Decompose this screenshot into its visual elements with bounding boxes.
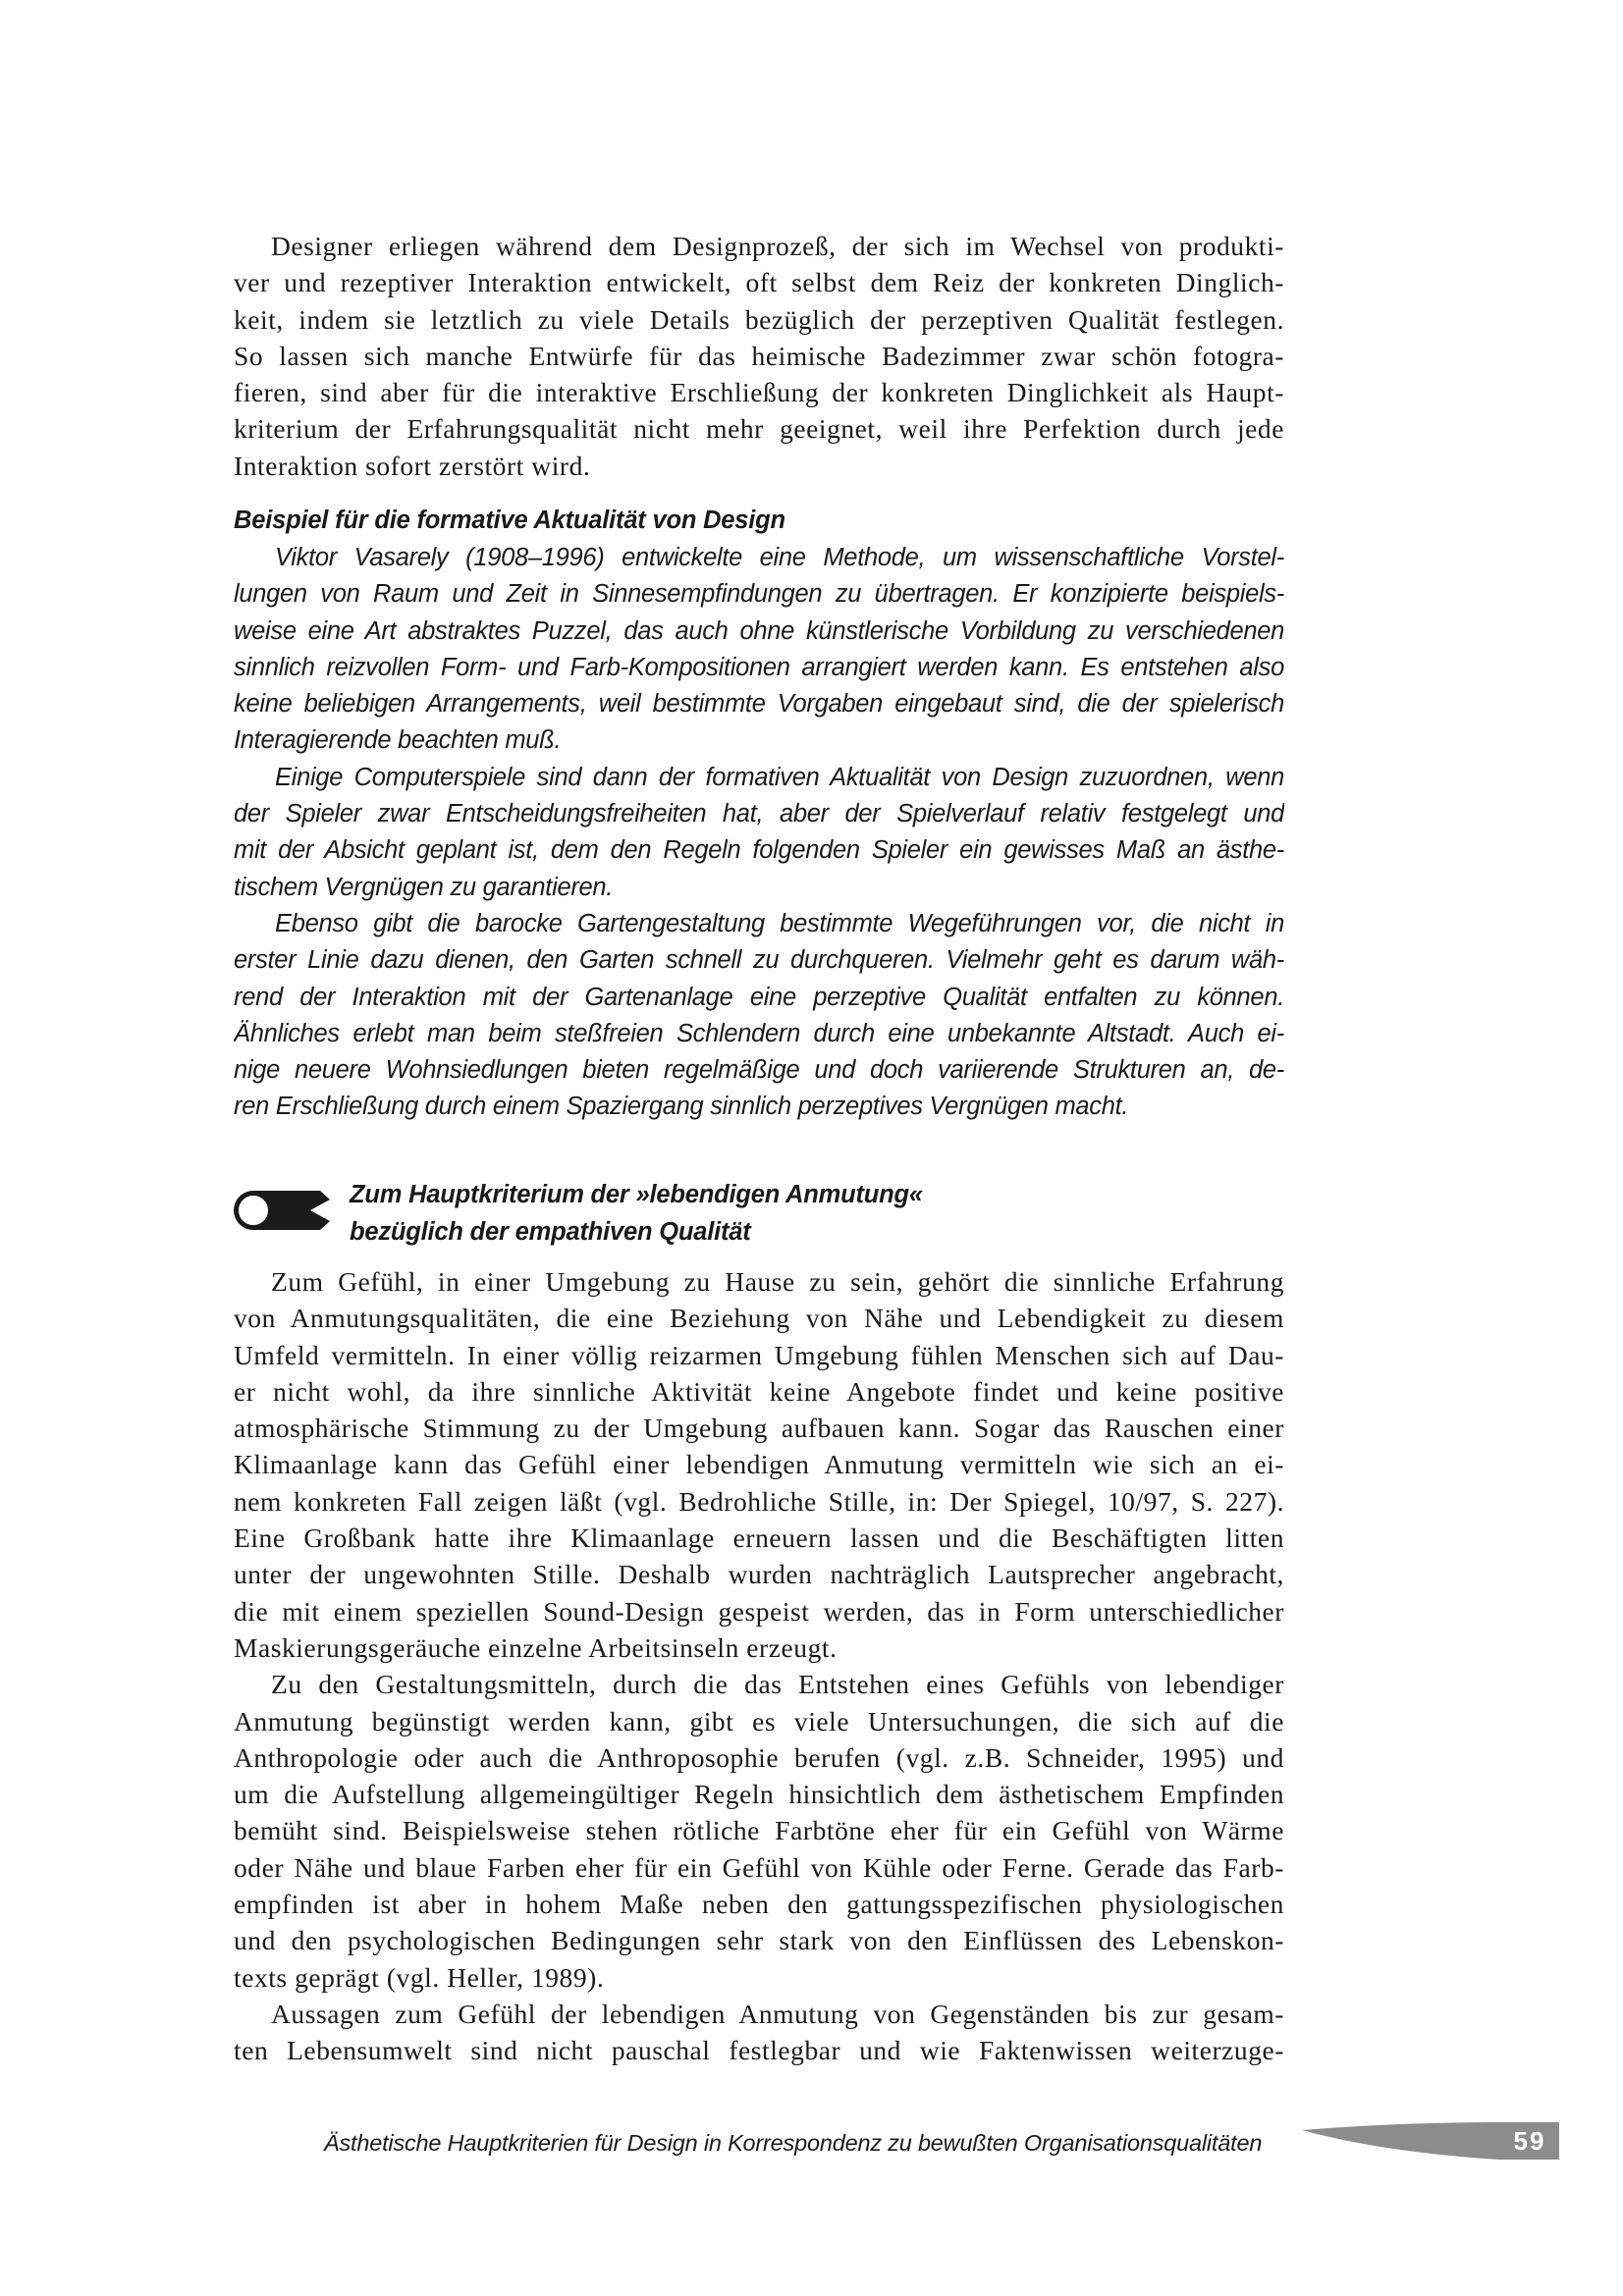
text-line: rend der Interaktion mit der Gartenanlage eine perzeptive Qualität entfalten zu können.	[234, 983, 1284, 1011]
body-paragraph	[234, 1666, 1284, 1996]
text-line: Aussagen zum Gefühl der lebendigen Anmutung von Gegenständen bis zur gesam-	[271, 1998, 1284, 2029]
text-line: atmosphärische Stimmung zu der Umgebung aufbauen kann. Sogar das Rauschen einer	[234, 1413, 1284, 1444]
text-line: Ähnliches erlebt man beim steßfreien Schlendern durch eine unbekannte Altstadt. Auch ei-	[234, 1019, 1284, 1047]
example-paragraph	[234, 906, 1284, 1126]
page-number: 59	[1513, 2126, 1546, 2156]
text-line: von Anmutungsqualitäten, die eine Beziehung von Nähe und Lebendigkeit zu diesem	[234, 1303, 1284, 1334]
text-line: er nicht wohl, da ihre sinnliche Aktivität keine Angebote findet und keine positive	[234, 1375, 1284, 1407]
text-line: Ebenso gibt die barocke Gartengestaltung bestimmte Wegeführungen vor, die nicht in	[275, 909, 1284, 937]
text-line: nige neuere Wohnsiedlungen bieten regelmäßige und doch variierende Strukturen an, de-	[234, 1056, 1284, 1085]
text-line: So lassen sich manche Entwürfe für das heimische Badezimmer zwar schön fotogra-	[234, 340, 1284, 371]
text-line: kriterium der Erfahrungsqualität nicht mehr geeignet, weil ihre Perfektion durch jede	[234, 413, 1284, 445]
text-line: Zum Gefühl, in einer Umgebung zu Hause zu sein, gehört die sinnliche Erfahrung	[271, 1266, 1284, 1297]
section-heading-line: bezüglich der empathiven Qualität	[350, 1218, 751, 1246]
section-heading	[350, 1176, 923, 1251]
body-paragraph	[234, 1996, 1284, 2069]
text-line: Interagierende beachten muß.	[234, 726, 562, 755]
body-paragraph	[234, 1263, 1284, 1666]
example-heading: Beispiel für die formative Aktualität von Design	[234, 507, 785, 534]
section-heading-line: Zum Hauptkriterium der »lebendigen Anmutung«	[350, 1181, 923, 1208]
text-line: ver und rezeptiver Interaktion entwickelt, oft selbst dem Reiz der konkreten Dinglich-	[234, 267, 1284, 298]
text-line: die mit einem speziellen Sound-Design gespeist werden, das in Form unterschiedlicher	[234, 1595, 1284, 1627]
eye-ball-marker-icon	[232, 1190, 332, 1231]
text-line: keine beliebigen Arrangements, weil bestimmte Vorgaben eingebaut sind, die der spielerisch	[234, 690, 1284, 719]
text-line: nem konkreten Fall zeigen läßt (vgl. Bedrohliche Stille, in: Der Spiegel, 10/97, S. 227).	[234, 1485, 1284, 1517]
text-line: unter der ungewohnten Stille. Deshalb wurden nachträglich Lautsprecher angebracht,	[234, 1559, 1284, 1590]
running-title: Ästhetische Hauptkriterien für Design in Korrespondenz zu bewußten Organisationsqualitäten	[324, 2130, 1263, 2156]
text-line: bemüht sind. Beispielsweise stehen rötliche Farbtöne eher für ein Gefühl von Wärme	[234, 1815, 1284, 1846]
text-line: erster Linie dazu dienen, den Garten schnell zu durchqueren. Vielmehr geht es darum wäh-	[234, 946, 1284, 975]
text-line: um die Aufstellung allgemeingültiger Regeln hinsichtlich dem ästhetischem Empfinden	[234, 1779, 1284, 1810]
text-line: ten Lebensumwelt sind nicht pauschal festlegbar und wie Faktenwissen weiterzuge-	[234, 2035, 1284, 2066]
example-paragraph	[234, 760, 1284, 906]
text-line: sinnlich reizvollen Form- und Farb-Kompositionen arrangiert werden kann. Es entstehen also	[234, 653, 1284, 681]
text-line: Eine Großbank hatte ihre Klimaanlage erneuern lassen und die Beschäftigten litten	[234, 1522, 1284, 1554]
text-line: Viktor Vasarely (1908–1996) entwickelte eine Methode, um wissenschaftliche Vorstel-	[275, 544, 1284, 571]
text-line: Designer erliegen während dem Designprozeß, der sich im Wechsel von produkti-	[271, 231, 1284, 261]
example-block	[234, 540, 1284, 1126]
text-line: Umfeld vermitteln. In einer völlig reizarmen Umgebung fühlen Menschen sich auf Dau-	[234, 1339, 1284, 1370]
text-line: empfinden ist aber in hohem Maße neben den gattungsspezifischen physiologischen	[234, 1889, 1284, 1920]
text-line: fieren, sind aber für die interaktive Erschließung der konkreten Dinglichkeit als Haupt-	[234, 377, 1284, 408]
text-line: oder Nähe und blaue Farben eher für ein Gefühl von Kühle oder Ferne. Gerade das Farb-	[234, 1851, 1284, 1883]
text-line: lungen von Raum und Zeit in Sinnesempfindungen zu übertragen. Er konzipierte beispiels-	[234, 580, 1284, 609]
text-line: Anthropologie oder auch die Anthroposophie berufen (vgl. z.B. Schneider, 1995) und	[234, 1741, 1284, 1773]
text-line: tischem Vergnügen zu garantieren.	[234, 873, 614, 901]
text-line: Einige Computerspiele sind dann der formativen Aktualität von Design zuzuordnen, wenn	[275, 763, 1284, 791]
text-line: Maskierungsgeräuche einzelne Arbeitsinseln erzeugt.	[234, 1631, 838, 1663]
section-body	[234, 1263, 1284, 2069]
text-line: weise eine Art abstraktes Puzzel, das auch ohne künstlerische Vorbildung zu verschiedenen	[234, 616, 1284, 645]
text-line: Zu den Gestaltungsmitteln, durch die das Entstehen eines Gefühls von lebendiger	[271, 1669, 1284, 1700]
text-line: texts geprägt (vgl. Heller, 1989).	[234, 1961, 605, 1993]
example-paragraph	[234, 540, 1284, 760]
text-line: keit, indem sie letztlich zu viele Details bezüglich der perzeptiven Qualität festlegen.	[234, 303, 1284, 335]
text-line: Anmutung begünstigt werden kann, gibt es viele Untersuchungen, die sich auf die	[234, 1705, 1284, 1736]
text-line: der Spieler zwar Entscheidungsfreiheiten hat, aber der Spielverlauf relativ festgelegt und	[234, 800, 1284, 828]
text-line: und den psychologischen Bedingungen sehr stark von den Einflüssen des Lebenskon-	[234, 1925, 1284, 1956]
text-line: Klimaanlage kann das Gefühl einer lebendigen Anmutung vermitteln wie sich an ei-	[234, 1449, 1284, 1480]
text-line: mit der Absicht geplant ist, dem den Regeln folgenden Spieler ein gewisses Maß an ästhe-	[234, 836, 1284, 865]
text-line: ren Erschließung durch einem Spaziergang sinnlich perzeptives Vergnügen macht.	[234, 1093, 1129, 1121]
intro-paragraph	[234, 228, 1284, 484]
text-line: Interaktion sofort zerstört wird.	[234, 450, 591, 481]
